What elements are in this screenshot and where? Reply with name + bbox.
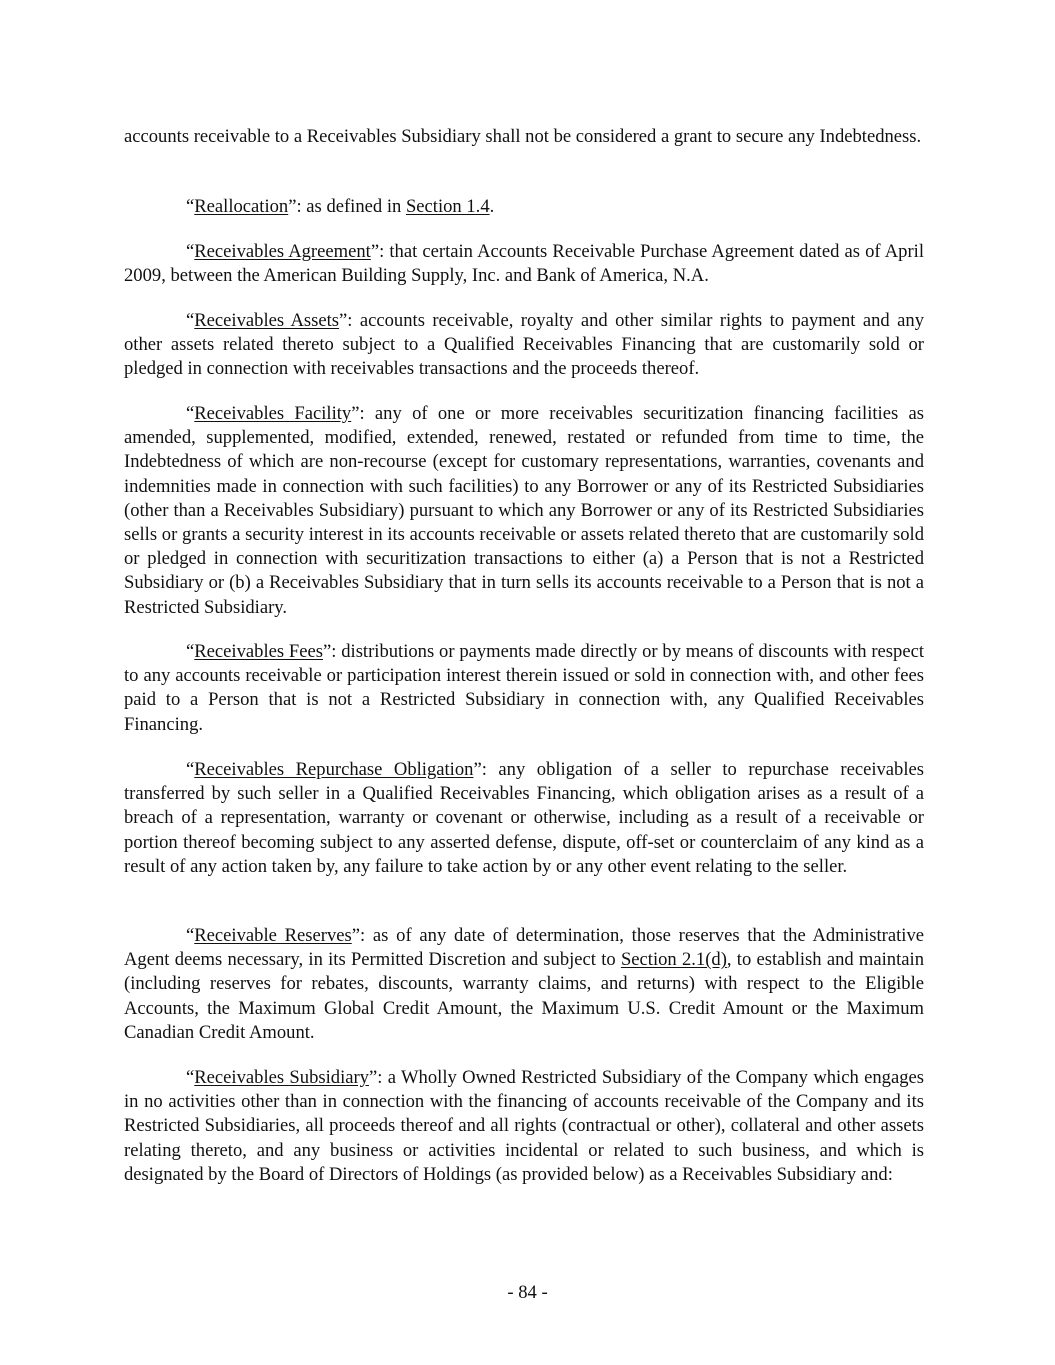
definition-paragraph: [124, 640, 924, 737]
defined-term: Receivables Facility: [194, 403, 352, 424]
page-number: - 84 -: [507, 1282, 548, 1303]
open-quote: “: [186, 759, 195, 780]
definition-text: ”: any of one or more receivables securitization financing facilities as amended, supplemented, modified, extended, renewed, restated or refunded from time to time, the Indebtedness of which are non-recourse (except for customary representations, warranties, covenants and indemnities made in connection with such facilities) to any Borrower or any of its Restricted Subsidiaries (other than a Receivables Subsidiary) pursuant to which any Borrower or any of its Restricted Subsidiaries sells or grants a security interest in its accounts receivable or assets related thereto that are customarily sold or pledged in connection with securitization transactions to either (a) a Person that is not a Restricted Subsidiary or (b) a Receivables Subsidiary that in turn sells its accounts receivable to a Person that is not a Restricted Subsidiary.: [124, 403, 924, 618]
definition-receivables-repurchase-obligation: [124, 758, 924, 879]
definition-paragraph: [124, 309, 924, 382]
open-quote: “: [186, 310, 195, 331]
open-quote: “: [186, 196, 195, 217]
definition-paragraph: [124, 240, 924, 288]
definition-text: ”: as defined in: [288, 196, 406, 217]
definition-text: ”: as of any date of determination, those reserves that the Administrative Agent deems necessary, in its Permitted Discretion and subject to: [124, 925, 924, 971]
open-quote: “: [186, 641, 195, 662]
definition-text: ”: accounts receivable, royalty and other similar rights to payment and any other assets related thereto subject to a Qualified Receivables Financing that are customarily sold or pledged in connection with receivables transactions and the proceeds thereof.: [124, 310, 924, 380]
defined-term: Reallocation: [194, 196, 289, 217]
definition-reallocation: [124, 195, 924, 219]
definition-paragraph: [124, 924, 924, 1045]
open-quote: “: [186, 925, 195, 946]
definition-paragraph: [124, 1066, 924, 1187]
definition-text: ”: a Wholly Owned Restricted Subsidiary of the Company which engages in no activities other than in connection with the financing of accounts receivable of the Company and its Restricted Subsidiaries, all proceeds thereof and all rights (contractual or other), collateral and other assets relating thereto, and any business or activities incidental or related to such business, and which is designated by the Board of Directors of Holdings (as provided below) as a Receivables Subsidiary and:: [124, 1067, 924, 1185]
defined-term: Receivables Assets: [194, 310, 340, 331]
definition-paragraph: [124, 195, 924, 219]
section-reference-link[interactable]: Section 1.4: [405, 196, 490, 217]
open-quote: “: [186, 1067, 195, 1088]
open-quote: “: [186, 403, 195, 424]
definition-paragraph: [124, 758, 924, 879]
definition-receivables-agreement: [124, 240, 924, 288]
definition-receivable-reserves: [124, 924, 924, 1045]
defined-term: Receivables Agreement: [194, 241, 371, 262]
definition-paragraph: [124, 402, 924, 620]
definition-text: ”: that certain Accounts Receivable Purchase Agreement dated as of April 2009, between the American Building Supply, Inc. and Bank of America, N.A.: [124, 241, 924, 287]
open-quote: “: [186, 241, 195, 262]
defined-term: Receivables Fees: [194, 641, 323, 662]
definition-text: .: [489, 196, 495, 217]
defined-term: Receivables Repurchase Obligation: [194, 759, 474, 780]
definition-text: ”: any obligation of a seller to repurchase receivables transferred by such seller in a Qualified Receivables Financing, which obligation arises as a result of a breach of a representation, warranty or covenant or otherwise, including as a result of a receivable or portion thereof becoming subject to any asserted defense, dispute, off-set or counterclaim of any kind as a result of any action taken by, any failure to take action by or any other event relating to the seller.: [124, 759, 924, 877]
defined-term: Receivable Reserves: [194, 925, 352, 946]
definition-receivables-assets: [124, 309, 924, 382]
definition-receivables-facility: [124, 402, 924, 620]
section-reference-link[interactable]: Section 2.1(d): [620, 949, 727, 971]
definition-text: ”: distributions or payments made directly or by means of discounts with respect to any accounts receivable or participation interest therein issued or sold in connection with, and other fees paid to a Person that is not a Restricted Subsidiary in connection with, any Qualified Receivables Financing.: [124, 641, 924, 735]
continuation-paragraph: [124, 125, 924, 149]
paragraph-text: accounts receivable to a Receivables Subsidiary shall not be considered a grant to secure any Indebtedness.: [124, 126, 922, 147]
definition-text: , to establish and maintain (including reserves for rebates, discounts, warranty claims, and returns) with respect to the Eligible Accounts, the Maximum Global Credit Amount, the Maximum U.S. Credit Amount or the Maximum Canadian Credit Amount.: [124, 949, 924, 1043]
definition-receivables-fees: [124, 640, 924, 737]
definition-receivables-subsidiary: [124, 1066, 924, 1187]
defined-term: Receivables Subsidiary: [194, 1067, 369, 1088]
